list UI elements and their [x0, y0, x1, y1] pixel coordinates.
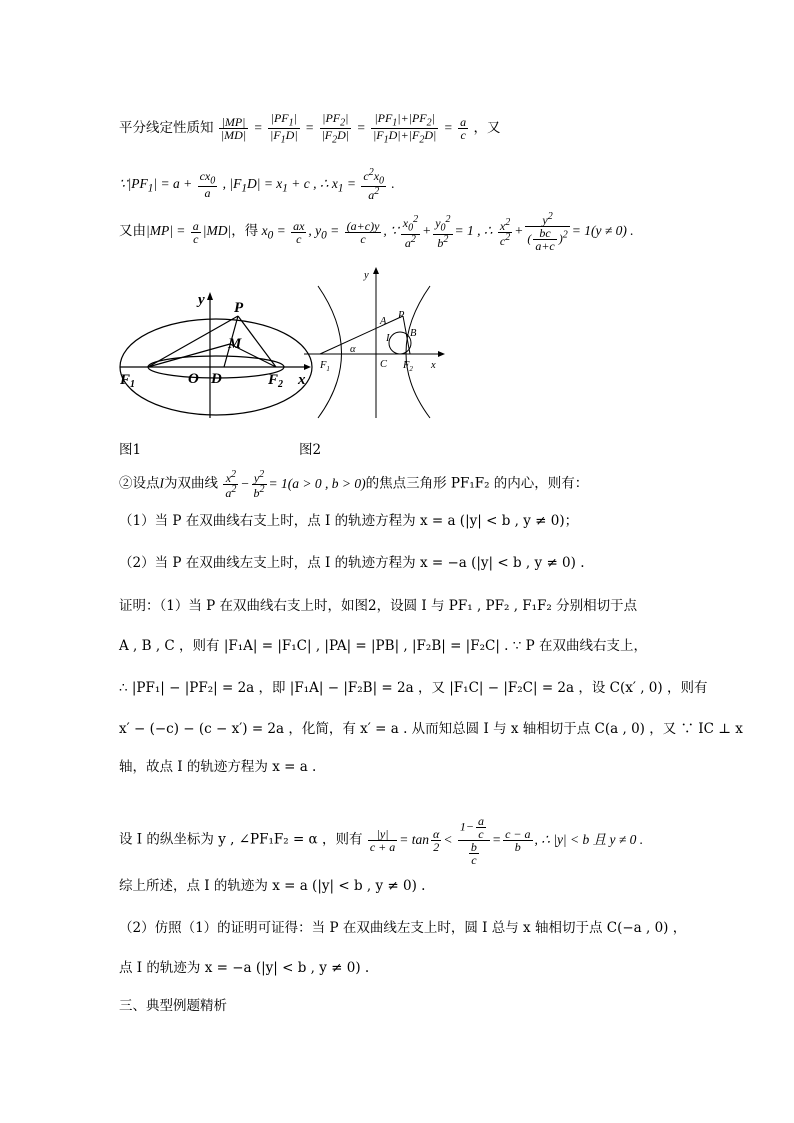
line-3: [119, 212, 634, 252]
line-1: [119, 112, 501, 146]
point-p-label: P: [398, 310, 405, 321]
line-12: [119, 815, 643, 866]
point-f1-label: $F_1$: [120, 372, 136, 390]
figure-2-caption: 图2: [299, 442, 322, 458]
point-i: I: [159, 475, 164, 491]
angle-alpha-label: α: [350, 344, 356, 355]
section-heading: 三、典型例题精析: [119, 998, 227, 1014]
figure-2-hyperbola-diagram: [300, 266, 450, 424]
formula: |MP| = $\frac{a}{c}$ |MD|: [146, 218, 232, 246]
text: ，得: [231, 223, 259, 240]
point-f2-label: $F_2$: [403, 360, 413, 373]
point-m-label: M: [228, 336, 242, 352]
formula: $\frac{|MP|}{|MD|}$ = $\frac{|PF_1|}{|F_1D|}$ = $\frac{|PF_2|}{|F_2D|}$ = $\frac{|PF_1|+|PF_2|}{|F_1D|+|F_2D|}$ = $\frac{a}{c}$: [220, 111, 467, 146]
figure-1-caption: 图1: [119, 442, 142, 458]
figure-1-ellipse-diagram: [118, 290, 318, 420]
line-14: （2）仿照（1）的证明可证得：当 P 在双曲线左支上时，圆 I 总与 x 轴相切于点 C(−a , 0) ，: [119, 920, 687, 936]
y-axis-label: y: [364, 270, 369, 281]
formula: $x_0$ = $\frac{ax}{c}$ , $y_0$ = $\frac{(a+c)y}{c}$ , ∵ $\frac{x_0^2}{a^2}$ + $\frac{y_0^2}{b^2}$ = 1 , ∴ $\frac{x^2}{c^2}$ + $y^2$ ( $\frac{bc}{a+c}$ )$^2$ = 1(y ≠ 0) .: [258, 211, 634, 253]
line-15: 点 I 的轨迹为 x = −a (|y| < b , y ≠ 0) .: [119, 960, 370, 976]
line-6: （2）当 P 在双曲线左支上时，点 I 的轨迹方程为 x = −a (|y| < b , y ≠ 0) .: [119, 555, 585, 571]
text: ，又: [473, 119, 501, 136]
point-a-label: A: [380, 316, 387, 327]
line-11: 轴，故点 I 的轨迹方程为 x = a .: [119, 759, 317, 775]
point-p-label: P: [234, 300, 244, 316]
line-2: $\because|PF_1| = a$ + $\frac{cx_0}{a}$ , $|F_1D| = x_1 + c$ , ∴ $x_1$ = $\frac{c^2x_0}{a^2}$ .: [119, 167, 395, 203]
formula: $\frac{|y|}{c + a}$ = tan $\frac{\alpha}{2}$ < 1− $\frac{a}{c}$ $\frac{b}{c}$ = $\frac{c - a}{b}$ , ∴ |y| < b 且 y ≠ 0 .: [369, 814, 644, 867]
text: 又由: [119, 223, 146, 240]
point-f1-label: $F_1$: [320, 360, 330, 373]
incenter-i-label: I: [386, 333, 390, 344]
line-13: 综上所述，点 I 的轨迹为 x = a (|y| < b , y ≠ 0) .: [119, 878, 426, 894]
line-10: x′ − (−c) − (c − x′) = 2a ，化简，有 x′ = a . 从而知总圆 I 与 x 轴相切于点 C(a , 0) ，又 ∵ IC ⊥ x: [119, 721, 743, 737]
point-b-label: B: [410, 328, 417, 339]
line-7: 证明：（1）当 P 在双曲线右支上时，如图2，设圆 I 与 PF₁ , PF₂ , F₁F₂ 分别相切于点: [119, 598, 638, 614]
text: ②设点: [119, 475, 160, 492]
point-f2-label: $F_2$: [268, 372, 284, 390]
text: 为双曲线: [164, 475, 218, 492]
formula: $\frac{x^2}{a^2}$ − $\frac{y^2}{b^2}$ = 1(a > 0 , b > 0): [225, 469, 366, 500]
y-axis-label: y: [198, 292, 205, 308]
text: 的焦点三角形 PF₁F₂ 的内心，则有：: [365, 475, 589, 492]
text: 设 I 的纵坐标为 y , ∠PF₁F₂ = α ，则有: [119, 831, 363, 848]
line-8: A , B , C ，则有 |F₁A| = |F₁C| , |PA| = |PB| , |F₂B| = |F₂C| . ∵ P 在双曲线右支上，: [119, 638, 648, 654]
point-o-label: O: [188, 371, 199, 387]
x-axis-label: x: [431, 360, 436, 371]
line-5: （1）当 P 在双曲线右支上时，点 I 的轨迹方程为 x = a (|y| < b , y ≠ 0)；: [119, 513, 579, 529]
text: 平分线定性质知: [119, 119, 214, 136]
line-4: [119, 470, 588, 499]
x-axis-label: x: [298, 372, 306, 388]
point-d-label: D: [211, 371, 222, 387]
point-c-label: C: [380, 359, 388, 370]
line-9: ∴ |PF₁| − |PF₂| = 2a ，即 |F₁A| − |F₂B| = 2a ，又 |F₁C| − |F₂C| = 2a ，设 C(x′ , 0) ，则有: [119, 680, 708, 696]
